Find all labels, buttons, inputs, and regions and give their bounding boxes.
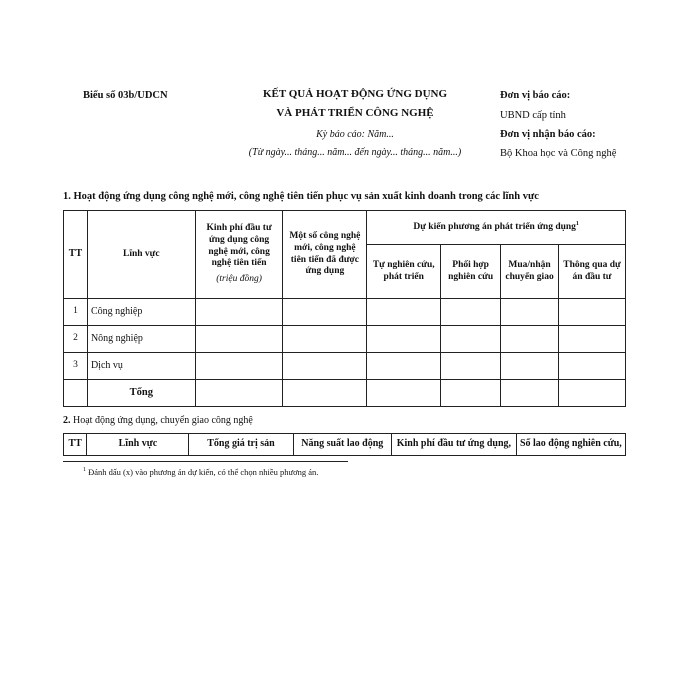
section2-title: Hoạt động ứng dụng, chuyển giao công nghệ xyxy=(73,415,253,426)
cell-plan-buy[interactable] xyxy=(501,380,559,407)
section2-number: 2. xyxy=(63,415,71,426)
technology-transfer-table xyxy=(63,433,626,456)
cell-plan-coop[interactable] xyxy=(441,299,501,326)
funding-unit: (triệu đồng) xyxy=(216,274,262,285)
cell-funding[interactable] xyxy=(195,380,283,407)
table-row xyxy=(64,299,626,326)
row-field: Công nghiệp xyxy=(87,299,195,326)
cell-plan-buy[interactable] xyxy=(501,326,559,353)
t2-col-field: Lĩnh vực xyxy=(87,434,189,456)
row-field: Dịch vụ xyxy=(87,353,195,380)
row-field: Nông nghiệp xyxy=(87,326,195,353)
total-label: Tổng xyxy=(87,380,195,407)
col-plan-project-header: Thông qua dự án đầu tư xyxy=(559,245,626,299)
footnote-mark: 1 xyxy=(83,467,86,474)
total-tt xyxy=(64,380,88,407)
report-title-line1: KẾT QUẢ HOẠT ĐỘNG ỨNG DỤNG xyxy=(262,88,448,100)
cell-plan-self[interactable] xyxy=(367,353,441,380)
cell-technologies[interactable] xyxy=(283,326,367,353)
footnote-divider xyxy=(63,461,348,462)
t2-col-tt: TT xyxy=(64,434,87,456)
cell-plan-project[interactable] xyxy=(559,299,626,326)
t2-col-total-value: Tổng giá trị sản xyxy=(189,434,293,456)
cell-plan-coop[interactable] xyxy=(441,353,501,380)
cell-technologies[interactable] xyxy=(283,380,367,407)
reporting-date-range: (Từ ngày... tháng... năm... đến ngày... tháng... năm...) xyxy=(248,147,462,158)
cell-plan-self[interactable] xyxy=(367,380,441,407)
col-plan-self-header: Tự nghiên cứu, phát triển xyxy=(367,245,441,299)
col-plan-buy-header: Mua/nhận chuyển giao xyxy=(501,245,559,299)
cell-technologies[interactable] xyxy=(283,353,367,380)
report-title-line2: VÀ PHÁT TRIỂN CÔNG NGHỆ xyxy=(276,107,434,119)
col-tt-header: TT xyxy=(64,211,88,299)
cell-plan-coop[interactable] xyxy=(441,326,501,353)
col-plan-group-header: Dự kiến phương án phát triển ứng dụng$^1$ xyxy=(367,211,626,245)
cell-plan-buy[interactable] xyxy=(501,353,559,380)
row-tt: 2 xyxy=(64,326,88,353)
reporting-unit-label: Đơn vị báo cáo: xyxy=(500,90,571,101)
reporting-period: Kỳ báo cáo: Năm... xyxy=(316,129,394,140)
section2-heading xyxy=(63,415,253,426)
technology-application-table xyxy=(63,210,626,407)
cell-technologies[interactable] xyxy=(283,299,367,326)
row-tt: 3 xyxy=(64,353,88,380)
footnote xyxy=(83,467,318,477)
col-field-header: Lĩnh vực xyxy=(87,211,195,299)
section1-heading: 1. Hoạt động ứng dụng công nghệ mới, công nghệ tiên tiến phục vụ sản xuất kinh doanh trong các lĩnh vực xyxy=(63,191,539,202)
receiving-unit-value: Bộ Khoa học và Công nghệ xyxy=(500,148,617,159)
col-technologies-header: Một số công nghệ mới, công nghệ tiên tiến đã được ứng dụng xyxy=(283,211,367,299)
cell-plan-buy[interactable] xyxy=(501,299,559,326)
table-row xyxy=(64,326,626,353)
row-tt: 1 xyxy=(64,299,88,326)
form-code: Biểu số 03b/UDCN xyxy=(83,90,168,101)
t2-col-productivity: Năng suất lao động xyxy=(293,434,392,456)
table-row xyxy=(64,353,626,380)
footnote-text: Đánh dấu (x) vào phương án dự kiến, có thể chọn nhiều phương án. xyxy=(88,467,319,477)
cell-plan-project[interactable] xyxy=(559,353,626,380)
cell-plan-project[interactable] xyxy=(559,380,626,407)
receiving-unit-label: Đơn vị nhận báo cáo: xyxy=(500,129,596,140)
reporting-unit-value: UBND cấp tỉnh xyxy=(500,110,566,121)
col-plan-coop-header: Phối hợp nghiên cứu xyxy=(441,245,501,299)
total-row xyxy=(64,380,626,407)
cell-plan-self[interactable] xyxy=(367,299,441,326)
cell-funding[interactable] xyxy=(195,326,283,353)
t2-col-funding: Kinh phí đầu tư ứng dụng, xyxy=(392,434,517,456)
col-funding-header: Kinh phí đầu tư ứng dụng công nghệ mới, công nghệ tiên tiến (triệu đồng) xyxy=(195,211,283,299)
cell-plan-coop[interactable] xyxy=(441,380,501,407)
t2-col-researchers: Số lao động nghiên cứu, xyxy=(516,434,625,456)
cell-plan-project[interactable] xyxy=(559,326,626,353)
cell-funding[interactable] xyxy=(195,299,283,326)
cell-plan-self[interactable] xyxy=(367,326,441,353)
cell-funding[interactable] xyxy=(195,353,283,380)
